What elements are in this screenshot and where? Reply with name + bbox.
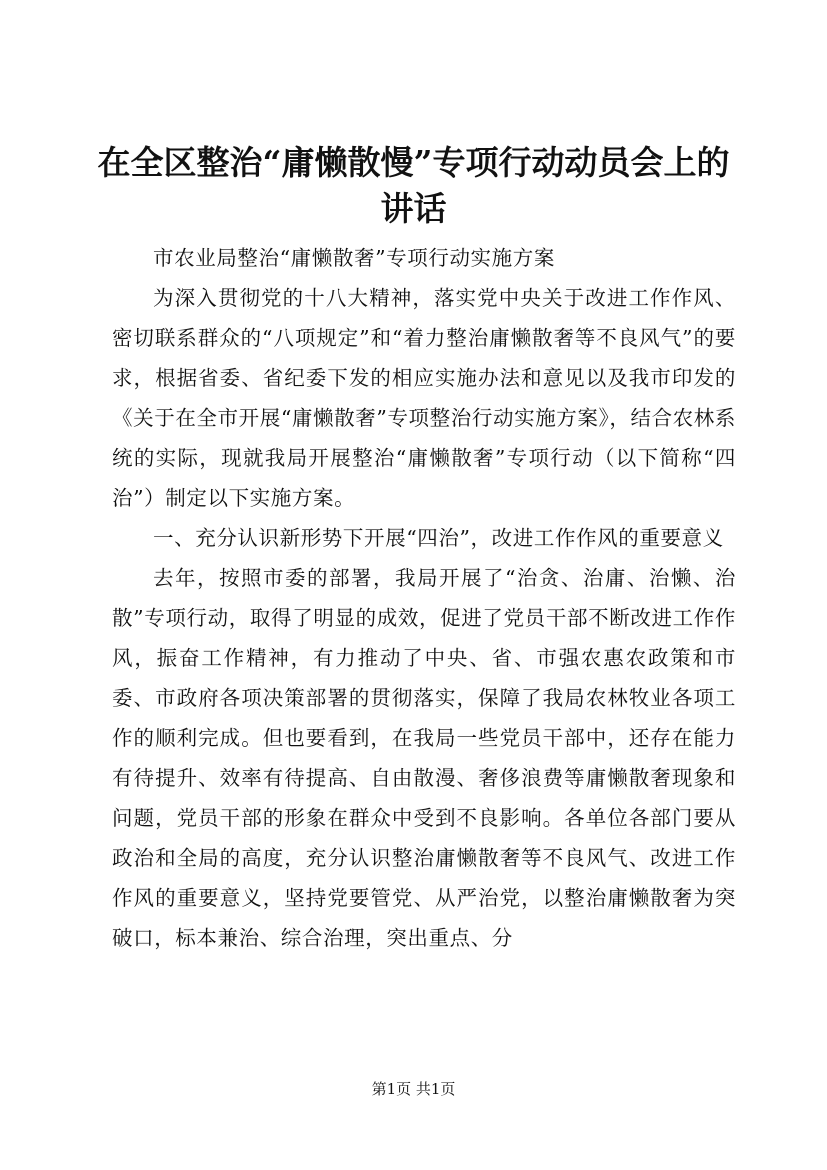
paragraph-body: 去年，按照市委的部署，我局开展了“治贪、治庸、治懒、治散”专项行动，取得了明显的成效，促进了党员干部不断改进工作作风，振奋工作精神，有力推动了中央、省、市强农惠农政策和市委、市政府各项决策部署的贯彻落实，保障了我局农林牧业各项工作的顺利完成。但也要看到，在我局一些党员干部中，还存在能力有待提升、效率有待提高、自由散漫、奢侈浪费等庸懒散奢现象和问题，党员干部的形象在群众中受到不良影响。各单位各部门要从政治和全局的高度，充分认识整治庸懒散奢等不良风气、改进工作作风的重要意义，坚持党要管党、从严治党，以整治庸懒散奢为突破口，标本兼治、综合治理，突出重点、分 <box>112 566 736 950</box>
document-title: 在全区整治“庸懒散慢”专项行动动员会上的讲话 <box>97 143 730 228</box>
document-body <box>112 238 736 958</box>
paragraph-subtitle: 市农业局整治“庸懒散奢”专项行动实施方案 <box>153 246 555 270</box>
paragraph-section-heading: 一、充分认识新形势下开展“四治”，改进工作作风的重要意义 <box>153 526 724 550</box>
page-footer: 第1页 共1页 <box>371 1080 456 1098</box>
paragraph-intro: 为深入贯彻党的十八大精神，落实党中央关于改进工作作风、密切联系群众的“八项规定”和“着力整治庸懒散奢等不良风气”的要求，根据省委、省纪委下发的相应实施办法和意见以及我市印发的《关于在全市开展“庸懒散奢”专项整治行动实施方案》，结合农林系统的实际，现就我局开展整治“庸懒散奢”专项行动（以下简称“四治”）制定以下实施方案。 <box>112 286 736 510</box>
